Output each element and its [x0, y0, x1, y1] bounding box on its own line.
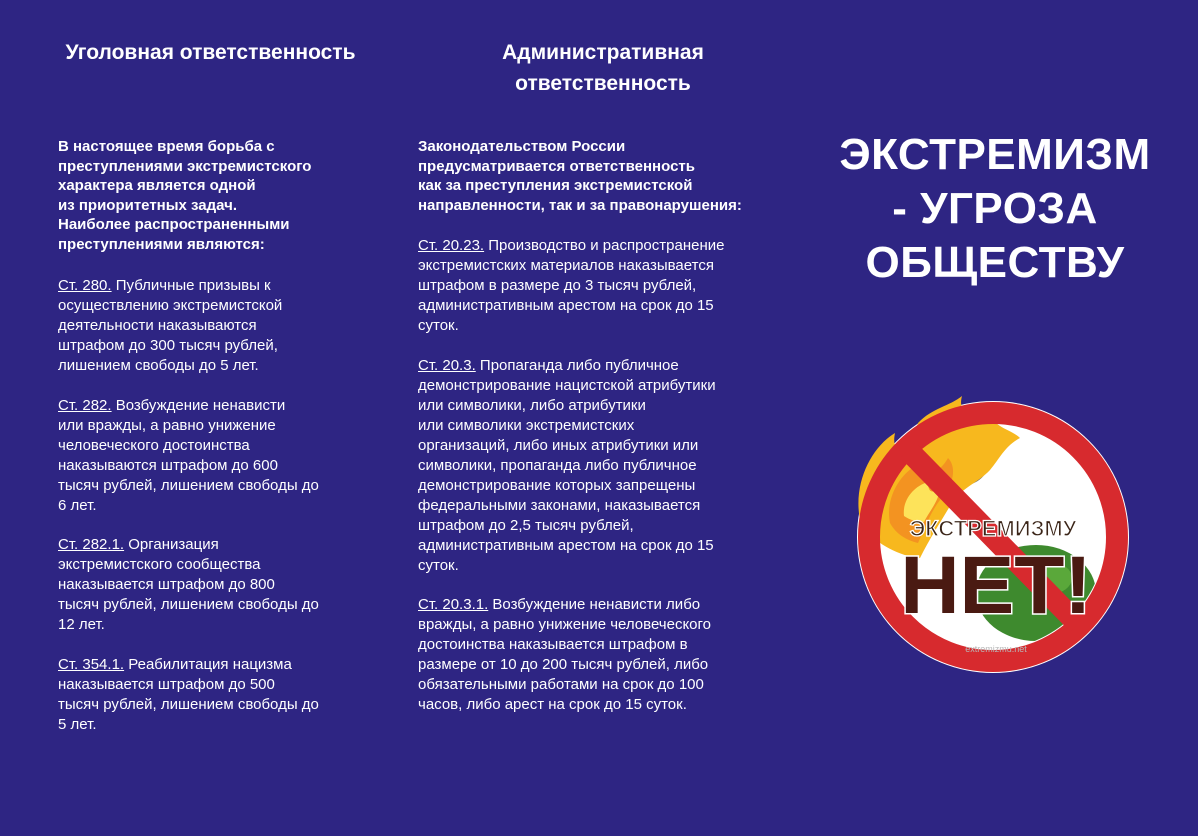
- article-text: Возбуждение ненависти либо вражды, а равно унижение человеческого достоинства наказывается штрафом в размере от 10 до 200 тысяч рублей, либо обязательными работами на срок до 100 часов, либо арест на срок до 15 суток.: [418, 596, 712, 713]
- brochure-title: ЭКСТРЕМИЗМ - УГРОЗА ОБЩЕСТВУ: [839, 130, 1151, 287]
- criminal-article: [58, 655, 378, 735]
- article-number: Ст. 354.1.: [58, 655, 125, 673]
- article-number: Ст. 20.23.: [418, 237, 485, 254]
- administrative-intro: Законодательством России предусматривается ответственность как за преступления экстремистской направленности, так и за правонарушения:: [418, 138, 742, 214]
- administrative-article: [418, 595, 788, 715]
- article-text: Производство и распространение экстремистских материалов наказывается штрафом в размере до 3 тысяч рублей, административным арестом на срок до 15 суток.: [418, 237, 725, 334]
- article-text: Пропаганда либо публичное демонстрирование нацистской атрибутики или символики, либо атрибутики или символики экстремистских организаций, либо иных атрибутики или символики, пропаганда либо публичное демонстрирование которых запрещены федеральными законами, наказывается штрафом до 2,5 тысяч рублей, административным арестом на срок до 15 суток.: [418, 356, 716, 574]
- article-text: Организация экстремистского сообщества наказывается штрафом до 800 тысяч рублей, лишением свободы до 12 лет.: [58, 536, 319, 633]
- emblem-word: НЕТ!: [900, 540, 1092, 631]
- emblem-site: extremizmu.net: [965, 644, 1027, 654]
- emblem-caption: ЭКСТРЕМИЗМУ: [909, 516, 1077, 541]
- criminal-article: [58, 535, 378, 635]
- article-number: Ст. 282.1.: [58, 536, 125, 553]
- administrative-article: [418, 236, 788, 336]
- article-number: Ст. 280.: [58, 277, 112, 294]
- article-text: Реабилитация нацизма наказывается штрафом до 500 тысяч рублей, лишением свободы до 5 лет.: [58, 655, 319, 733]
- criminal-intro: В настоящее время борьба с преступлениями экстремистского характера является одной из приоритетных задач. Наиболее распространенными преступлениями являются:: [58, 138, 312, 253]
- article-number: Ст. 20.3.: [418, 356, 476, 374]
- administrative-liability-title: Административная ответственность: [502, 41, 704, 95]
- article-text: Возбуждение ненависти или вражды, а равно унижение человеческого достоинства наказываются штрафом до 600 тысяч рублей, лишением свободы до 6 лет.: [58, 396, 319, 514]
- article-number: Ст. 20.3.1.: [418, 596, 489, 613]
- article-number: Ст. 282.: [58, 396, 112, 414]
- criminal-liability-title: Уголовная ответственность: [65, 41, 356, 64]
- administrative-articles-list: [418, 236, 788, 735]
- criminal-article: [58, 276, 378, 376]
- criminal-article: [58, 396, 378, 516]
- criminal-articles-list: [58, 276, 378, 754]
- administrative-article: [418, 356, 788, 576]
- article-text: Публичные призывы к осуществлению экстремистской деятельности наказываются штрафом до 300 тысяч рублей, лишением свободы до 5 лет.: [58, 277, 283, 374]
- no-extremism-sign-icon: [840, 388, 1146, 674]
